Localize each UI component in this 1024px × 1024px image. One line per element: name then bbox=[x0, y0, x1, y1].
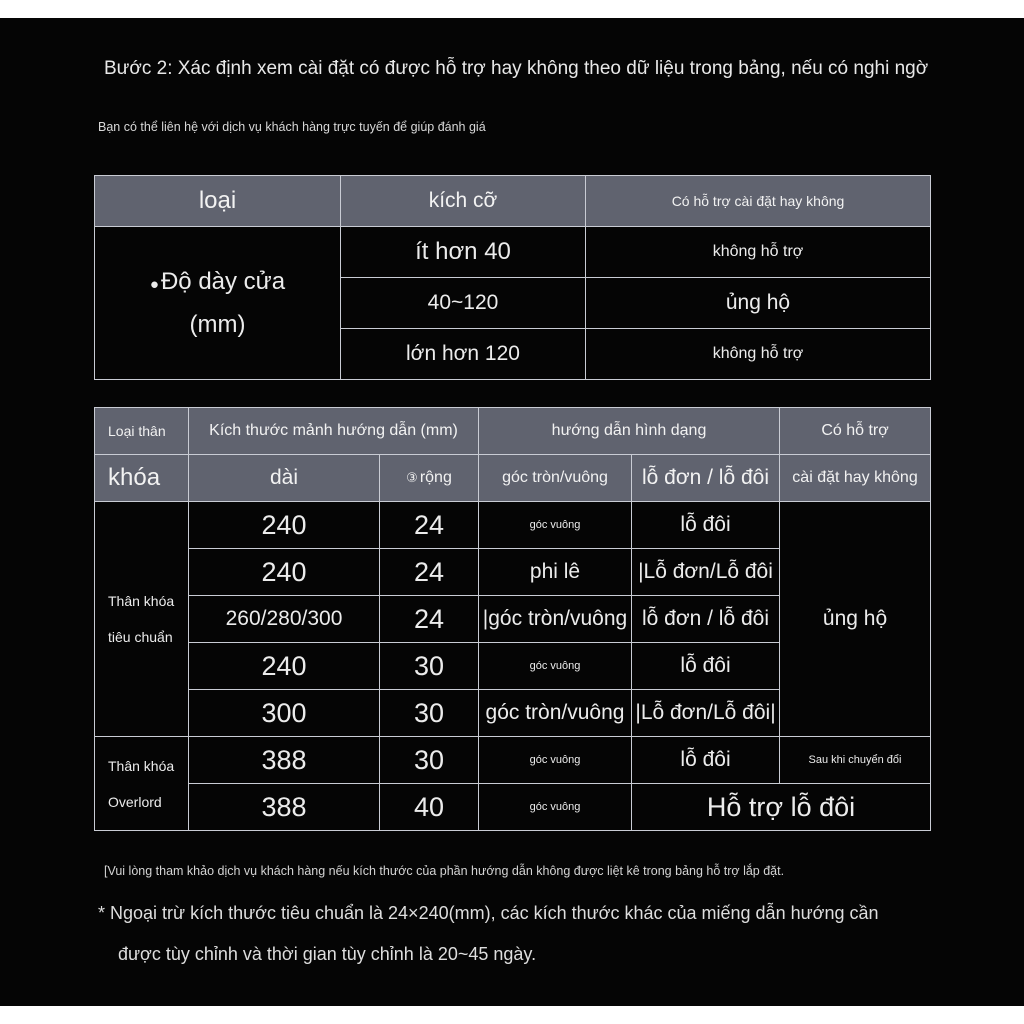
length-cell: 260/280/300 bbox=[189, 596, 380, 643]
door-thickness-label bbox=[95, 227, 341, 380]
table-row bbox=[95, 784, 931, 831]
length-cell: 240 bbox=[189, 502, 380, 549]
overlord-support-cell: Sau khi chuyển đổi bbox=[780, 737, 931, 784]
contact-note: Bạn có thể liên hệ với dịch vụ khách hàng trực tuyến để giúp đánh giá bbox=[98, 120, 486, 134]
header-lock-type: Loại thân bbox=[95, 408, 189, 455]
header-lock-type-cont: khóa bbox=[95, 455, 189, 502]
hole-cell: lỗ đơn / lỗ đôi bbox=[632, 596, 780, 643]
hole-cell: |Lỗ đơn/Lỗ đôi| bbox=[632, 690, 780, 737]
header-width-label: rộng bbox=[419, 469, 452, 486]
length-cell: 240 bbox=[189, 549, 380, 596]
size-cell: 40~120 bbox=[341, 278, 586, 329]
corner-cell: góc vuông bbox=[479, 502, 632, 549]
standard-lock-label bbox=[95, 502, 189, 737]
footnote-custom-time: được tùy chỉnh và thời gian tùy chỉnh là 20~45 ngày. bbox=[118, 944, 537, 964]
table-subheader-row bbox=[95, 455, 931, 502]
footnote-customer-service: [Vui lòng tham khảo dịch vụ khách hàng nếu kích thước của phần hướng dẫn không được liệt kê trong bảng hỗ trợ lắp đặt. bbox=[104, 864, 785, 878]
table-row bbox=[95, 502, 931, 549]
overlord-double-hole-support: Hỗ trợ lỗ đôi bbox=[632, 784, 931, 831]
group-label-line1: ● Độ dày cửa bbox=[95, 262, 340, 305]
header-support-cont: cài đặt hay không bbox=[780, 455, 931, 502]
overlord-label-line1: Thân khóa bbox=[108, 757, 175, 774]
width-cell: 24 bbox=[380, 596, 479, 643]
support-cell: ủng hộ bbox=[586, 278, 931, 329]
header-size: kích cỡ bbox=[341, 176, 586, 227]
overlord-label-line2: Overlord bbox=[108, 793, 162, 810]
corner-cell: góc tròn/vuông bbox=[479, 690, 632, 737]
header-guide-shape: hướng dẫn hình dạng bbox=[479, 408, 780, 455]
standard-support-cell: ủng hộ bbox=[780, 502, 931, 737]
corner-cell: góc vuông bbox=[479, 784, 632, 831]
circled-number-icon: ③ bbox=[406, 470, 418, 485]
length-cell: 240 bbox=[189, 643, 380, 690]
hole-cell: lỗ đôi bbox=[632, 502, 780, 549]
overlord-lock-label bbox=[95, 737, 189, 831]
width-cell: 24 bbox=[380, 549, 479, 596]
corner-cell: góc vuông bbox=[479, 737, 632, 784]
width-cell: 30 bbox=[380, 643, 479, 690]
header-guide-size: Kích thước mảnh hướng dẫn (mm) bbox=[189, 408, 479, 455]
standard-label-line1: Thân khóa bbox=[108, 593, 175, 609]
hole-cell: lỗ đôi bbox=[632, 643, 780, 690]
header-support: Có hỗ trợ cài đặt hay không bbox=[586, 176, 931, 227]
length-cell: 388 bbox=[189, 784, 380, 831]
size-cell: ít hơn 40 bbox=[341, 227, 586, 278]
support-cell: không hỗ trợ bbox=[586, 227, 931, 278]
size-cell: lớn hơn 120 bbox=[341, 329, 586, 380]
width-cell: 30 bbox=[380, 737, 479, 784]
table-header-row bbox=[95, 176, 931, 227]
table-row bbox=[95, 737, 931, 784]
width-cell: 24 bbox=[380, 502, 479, 549]
width-cell: 30 bbox=[380, 690, 479, 737]
header-hole: lỗ đơn / lỗ đôi bbox=[632, 455, 780, 502]
hole-cell: |Lỗ đơn/Lỗ đôi bbox=[632, 549, 780, 596]
guide-plate-table bbox=[94, 407, 931, 831]
corner-cell: góc vuông bbox=[479, 643, 632, 690]
header-support: Có hỗ trợ bbox=[780, 408, 931, 455]
standard-label-line2: tiêu chuẩn bbox=[108, 629, 173, 645]
corner-cell: phi lê bbox=[479, 549, 632, 596]
group-label-line2: (mm) bbox=[189, 310, 246, 338]
header-length: dài bbox=[189, 455, 380, 502]
length-cell: 388 bbox=[189, 737, 380, 784]
corner-cell: |góc tròn/vuông bbox=[479, 596, 632, 643]
length-cell: 300 bbox=[189, 690, 380, 737]
footnote-custom-size: * Ngoại trừ kích thước tiêu chuẩn là 24×240(mm), các kích thước khác của miếng dẫn hướng cần bbox=[98, 903, 879, 923]
support-cell: không hỗ trợ bbox=[586, 329, 931, 380]
product-info-panel bbox=[0, 18, 1024, 1006]
header-type: loại bbox=[95, 176, 341, 227]
step-heading: Bước 2: Xác định xem cài đặt có được hỗ trợ hay không theo dữ liệu trong bảng, nếu có nghi ngờ bbox=[104, 58, 929, 79]
header-width bbox=[380, 455, 479, 502]
width-cell: 40 bbox=[380, 784, 479, 831]
door-thickness-table bbox=[94, 175, 931, 380]
header-corner: góc tròn/vuông bbox=[479, 455, 632, 502]
table-header-row bbox=[95, 408, 931, 455]
hole-cell: lỗ đôi bbox=[632, 737, 780, 784]
table-row bbox=[95, 227, 931, 278]
